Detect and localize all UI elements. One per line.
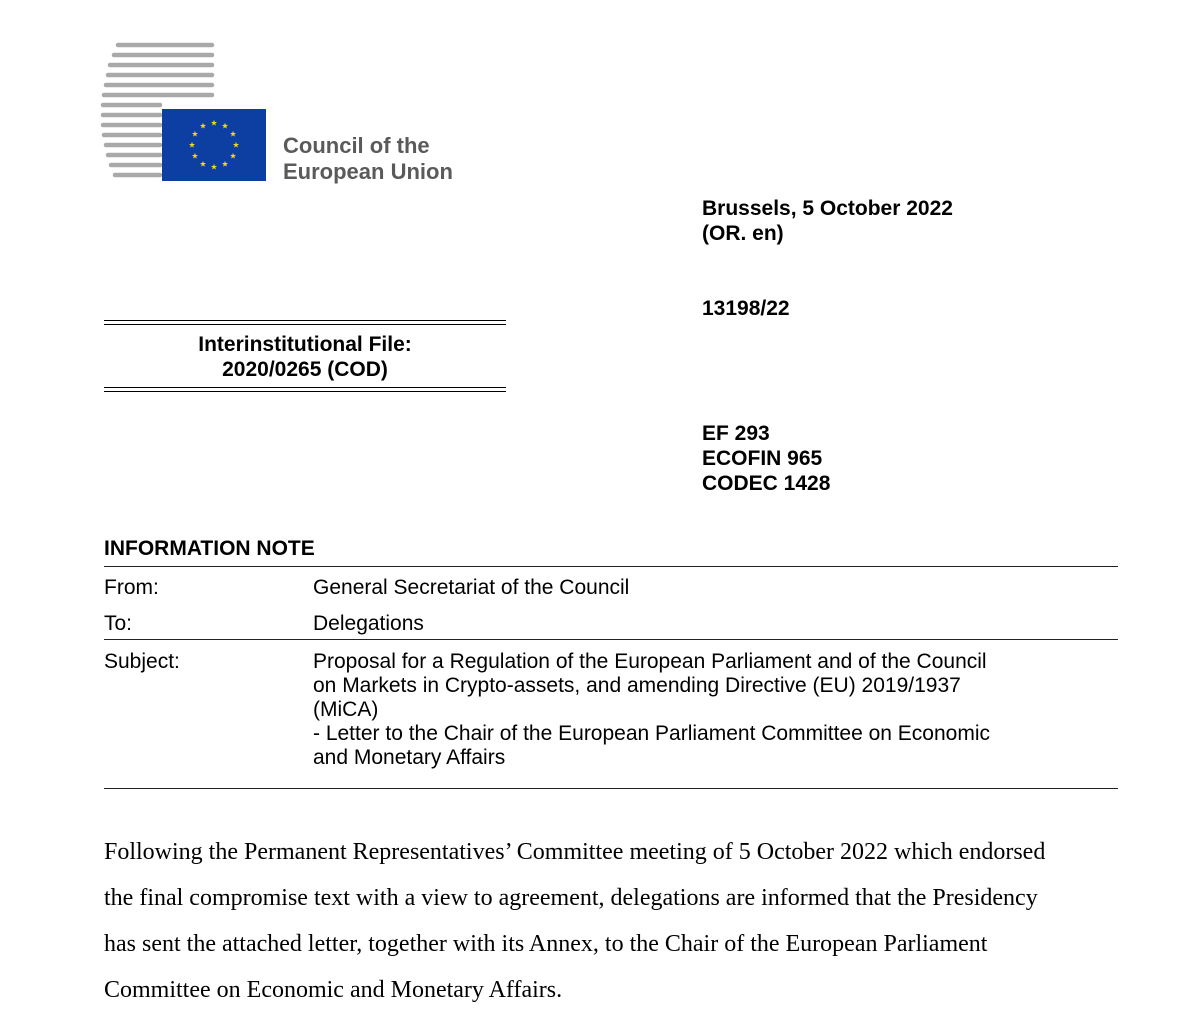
body-paragraph: [104, 829, 1114, 1013]
divider-rule: [104, 788, 1118, 789]
body-line: has sent the attached letter, together with its Annex, to the Chair of the European Parliament: [104, 931, 988, 957]
body-line: Committee on Economic and Monetary Affairs.: [104, 977, 563, 1003]
subject-line: (MiCA): [313, 698, 379, 721]
top-double-rule: [104, 320, 506, 325]
subject-line: - Letter to the Chair of the European Parliament Committee on Economic: [313, 722, 991, 745]
interinstitutional-number: 2020/0265 (COD): [222, 358, 388, 381]
interinstitutional-file-text: [104, 332, 506, 382]
document-number: 13198/22: [702, 297, 790, 320]
subject-value: [313, 649, 1113, 769]
bottom-double-rule: [104, 387, 506, 392]
body-line: the final compromise text with a view to agreement, delegations are informed that the Presidency: [104, 885, 1038, 911]
information-note-title: INFORMATION NOTE: [104, 537, 315, 560]
code-codec: CODEC 1428: [702, 472, 831, 495]
code-ecofin: ECOFIN 965: [702, 447, 823, 470]
document-codes: [702, 421, 830, 496]
from-label: From:: [104, 576, 159, 599]
organization-name-line1: Council of the: [283, 133, 430, 158]
to-label: To:: [104, 612, 133, 635]
original-language: (OR. en): [702, 222, 784, 245]
divider-rule: [104, 639, 1118, 640]
interinstitutional-label: Interinstitutional File:: [198, 333, 412, 356]
divider-rule: [104, 566, 1118, 567]
from-value: General Secretariat of the Council: [313, 576, 630, 599]
organization-name: [283, 133, 453, 185]
subject-line: Proposal for a Regulation of the European Parliament and of the Council: [313, 650, 987, 673]
to-value: Delegations: [313, 612, 424, 635]
subject-label: Subject:: [104, 650, 180, 673]
organization-name-line2: European Union: [283, 159, 453, 184]
body-line: Following the Permanent Representatives’ Committee meeting of 5 October 2022 which endorsed: [104, 839, 1046, 865]
document-date: Brussels, 5 October 2022: [702, 197, 953, 220]
subject-line: and Monetary Affairs: [313, 746, 506, 769]
eu-flag-icon: [162, 109, 266, 181]
code-ef: EF 293: [702, 422, 770, 445]
interinstitutional-file-box: [104, 320, 506, 392]
subject-line: on Markets in Crypto-assets, and amending Directive (EU) 2019/1937: [313, 674, 961, 697]
